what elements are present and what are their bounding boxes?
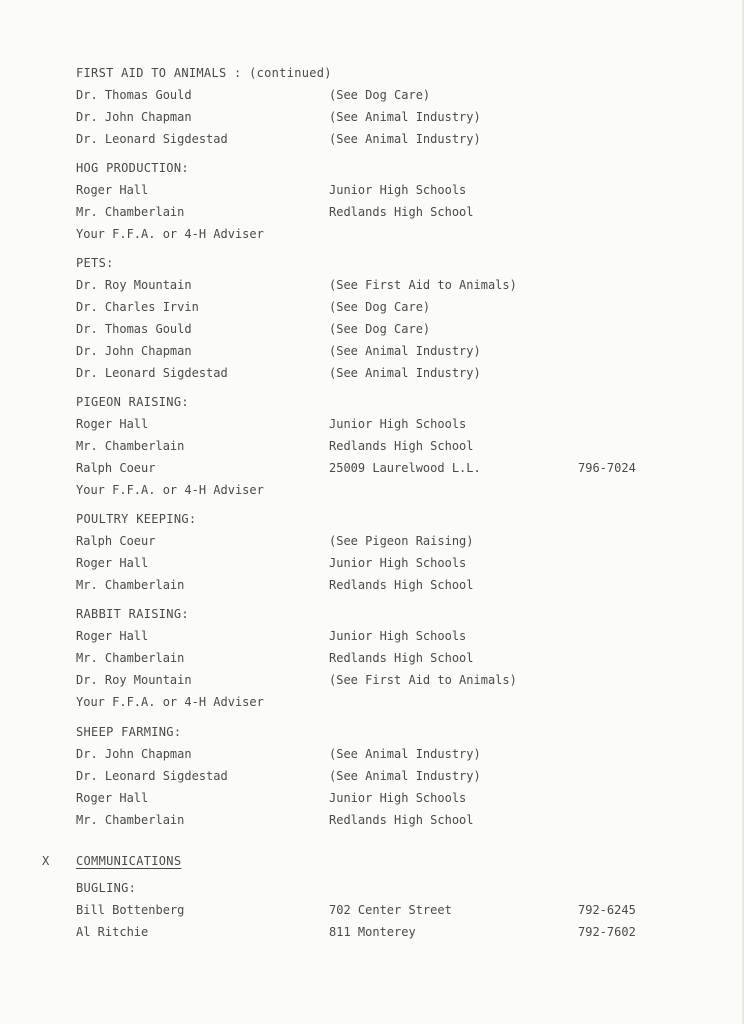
contact-name: Your F.F.A. or 4-H Adviser (76, 695, 264, 709)
list-item (76, 574, 676, 596)
contact-name: Dr. John Chapman (76, 747, 192, 761)
contact-phone: 792-6245 (578, 903, 636, 917)
section-sheep-farming (76, 721, 676, 831)
list-item (76, 223, 676, 245)
contact-detail: (See Animal Industry) (329, 344, 481, 358)
list-item (76, 457, 676, 479)
contact-detail: Redlands High School (329, 813, 474, 827)
list-item (76, 899, 676, 921)
contact-address: 25009 Laurelwood L.L. (329, 461, 481, 475)
section-heading: FIRST AID TO ANIMALS : (continued) (76, 66, 332, 80)
list-item (76, 669, 676, 691)
section-bugling (76, 877, 676, 943)
section-heading: PETS: (76, 256, 114, 270)
list-item (76, 479, 676, 501)
contact-name: Roger Hall (76, 791, 149, 805)
list-item (76, 743, 676, 765)
list-item (76, 84, 676, 106)
list-item (76, 530, 676, 552)
contact-address: 811 Monterey (329, 925, 416, 939)
contact-name: Dr. Leonard Sigdestad (76, 769, 228, 783)
contact-detail: (See Animal Industry) (329, 769, 481, 783)
list-item (76, 647, 676, 669)
contact-name: Dr. Leonard Sigdestad (76, 366, 228, 380)
contact-detail: Redlands High School (329, 205, 474, 219)
contact-name: Al Ritchie (76, 925, 149, 939)
contact-name: Mr. Chamberlain (76, 439, 185, 453)
list-item (76, 128, 676, 150)
list-item (76, 787, 676, 809)
contact-detail: (See Dog Care) (329, 322, 431, 336)
contact-detail: (See Animal Industry) (329, 132, 481, 146)
contact-detail: (See Dog Care) (329, 88, 431, 102)
contact-detail: Junior High Schools (329, 183, 467, 197)
section-heading: SHEEP FARMING: (76, 725, 182, 739)
contact-detail: (See Dog Care) (329, 300, 431, 314)
list-item (76, 179, 676, 201)
contact-name: Mr. Chamberlain (76, 205, 185, 219)
contact-name: Roger Hall (76, 556, 149, 570)
contact-name: Dr. Thomas Gould (76, 322, 192, 336)
list-item (76, 296, 676, 318)
section-communications (76, 850, 676, 872)
contact-name: Ralph Coeur (76, 534, 156, 548)
check-mark: X (42, 854, 50, 868)
contact-detail: (See Animal Industry) (329, 110, 481, 124)
contact-detail: (See First Aid to Animals) (329, 278, 517, 292)
list-item (76, 274, 676, 296)
contact-name: Roger Hall (76, 417, 149, 431)
section-hog-production (76, 157, 676, 245)
section-heading: HOG PRODUCTION: (76, 161, 189, 175)
contact-detail: Junior High Schools (329, 556, 467, 570)
contact-address: 702 Center Street (329, 903, 452, 917)
section-rabbit-raising (76, 603, 676, 713)
contact-name: Dr. Leonard Sigdestad (76, 132, 228, 146)
contact-name: Dr. John Chapman (76, 344, 192, 358)
contact-detail: (See Animal Industry) (329, 366, 481, 380)
contact-name: Dr. Thomas Gould (76, 88, 192, 102)
contact-detail: (See First Aid to Animals) (329, 673, 517, 687)
list-item (76, 435, 676, 457)
contact-name: Your F.F.A. or 4-H Adviser (76, 227, 264, 241)
list-item (76, 340, 676, 362)
list-item (76, 201, 676, 223)
contact-name: Mr. Chamberlain (76, 651, 185, 665)
contact-detail: (See Animal Industry) (329, 747, 481, 761)
list-item (76, 625, 676, 647)
contact-detail: Redlands High School (329, 578, 474, 592)
contact-name: Bill Bottenberg (76, 903, 185, 917)
section-heading: BUGLING: (76, 881, 137, 895)
contact-name: Your F.F.A. or 4-H Adviser (76, 483, 264, 497)
list-item (76, 318, 676, 340)
contact-name: Dr. Roy Mountain (76, 278, 192, 292)
contact-name: Dr. Charles Irvin (76, 300, 199, 314)
list-item (76, 413, 676, 435)
list-item (76, 106, 676, 128)
section-heading: PIGEON RAISING: (76, 395, 189, 409)
section-heading: POULTRY KEEPING: (76, 512, 197, 526)
contact-phone: 792-7602 (578, 925, 636, 939)
contact-detail: (See Pigeon Raising) (329, 534, 474, 548)
list-item (76, 765, 676, 787)
contact-name: Mr. Chamberlain (76, 578, 185, 592)
category-title: COMMUNICATIONS (76, 854, 182, 868)
contact-detail: Junior High Schools (329, 791, 467, 805)
contact-name: Mr. Chamberlain (76, 813, 185, 827)
list-item (76, 691, 676, 713)
list-item (76, 921, 676, 943)
contact-phone: 796-7024 (578, 461, 636, 475)
list-item (76, 552, 676, 574)
list-item (76, 809, 676, 831)
section-poultry-keeping (76, 508, 676, 596)
list-item (76, 362, 676, 384)
contact-name: Roger Hall (76, 629, 149, 643)
section-first-aid-to-animals (76, 62, 676, 150)
section-heading: RABBIT RAISING: (76, 607, 189, 621)
contact-name: Dr. John Chapman (76, 110, 192, 124)
contact-name: Roger Hall (76, 183, 149, 197)
section-pets (76, 252, 676, 384)
contact-detail: Junior High Schools (329, 629, 467, 643)
contact-detail: Junior High Schools (329, 417, 467, 431)
contact-detail: Redlands High School (329, 439, 474, 453)
section-pigeon-raising (76, 391, 676, 501)
contact-name: Dr. Roy Mountain (76, 673, 192, 687)
contact-name: Ralph Coeur (76, 461, 156, 475)
contact-detail: Redlands High School (329, 651, 474, 665)
